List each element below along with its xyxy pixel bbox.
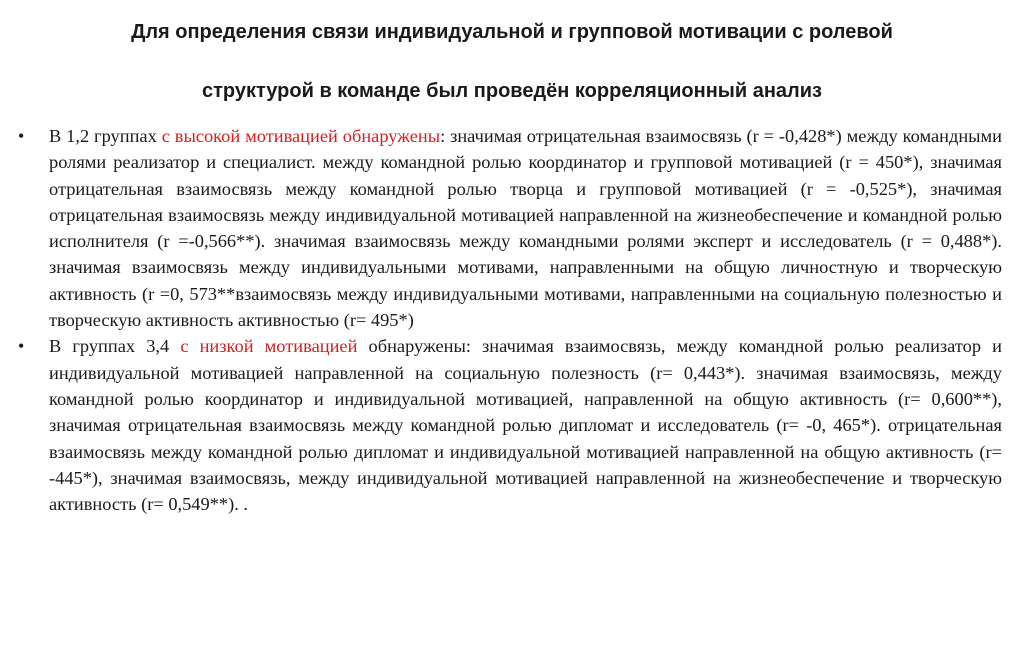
bullet-item-high-motivation: [18, 123, 1002, 333]
highlight-low-motivation: с низкой мотивацией: [180, 336, 358, 357]
bullet-marker: •: [18, 336, 25, 357]
bullet-lead-text: В группах 3,4: [49, 336, 181, 357]
bullet-lead-text: В 1,2 группах: [49, 126, 162, 146]
slide-title-line-2: структурой в команде был проведён корреляционный анализ: [202, 80, 822, 102]
bullet-list: [18, 123, 1002, 517]
bullet-body-text: обнаружены: значимая взаимосвязь, между командной ролью реализатор и индивидуальной мотивацией направленной на социальную полезность (r= 0,443*). значимая взаимосвязь, между командной ролью координатор и индивидуальной мотивацией, направленной на общую активность (r= 0,600**), значимая отрицательная взаимосвязь между командной ролью дипломат и исследователь (r= -0, 465*). отрицательная взаимосвязь между командной ролью дипломат и индивидуальной мотивацией направленной на общую активность (r= -445*), значимая взаимосвязь, между индивидуальной мотивацией направленной на жизнеобеспечение и творческую активность (r= 0,549**). .: [49, 336, 1002, 515]
bullet-body-text: : значимая отрицательная взаимосвязь (r = -0,428*) между командными ролями реализатор и специалист. между командной ролью координатор и групповой мотивацией (r = 450*), значимая отрицательная взаимосвязь между командной ролью творца и групповой мотивацией (r = -0,525*), значимая отрицательная взаимосвязь между индивидуальной мотивацией направленной на жизнеобеспечение и командной ролью исполнителя (r =-0,566**). значимая взаимосвязь между командными ролями эксперт и исследователь (r = 0,488*). значимая взаимосвязь между индивидуальными мотивами, направленными на общую личностную и творческую активность (r =0, 573**взаимосвязь между индивидуальными мотивами, направленными на социальную полезностью и творческую активность активностью (r= 495*): [49, 126, 1003, 331]
highlight-high-motivation: с высокой мотивацией обнаружены: [161, 126, 441, 146]
slide-title-line-1: Для определения связи индивидуальной и групповой мотивации с ролевой: [131, 21, 893, 43]
bullet-item-low-motivation: [18, 333, 1002, 517]
bullet-marker: •: [18, 126, 25, 146]
